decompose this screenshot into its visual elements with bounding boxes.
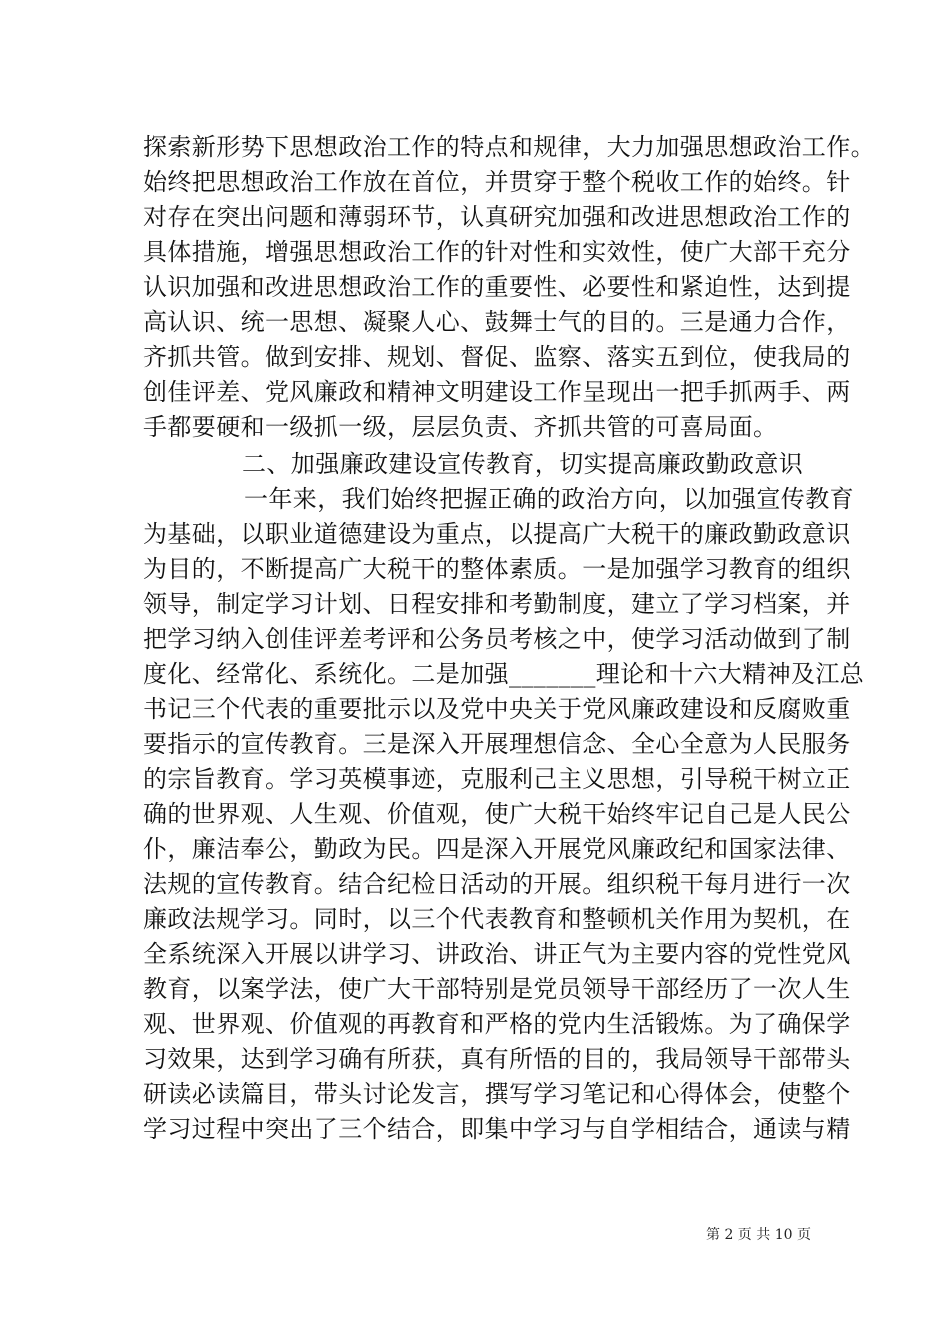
paragraph-first-line: 一年来，我们始终把握正确的政治方向，以加强宣传教育: [244, 485, 854, 513]
body-text-line: 齐抓共管。做到安排、规划、督促、监察、落实五到位，使我局的: [143, 343, 851, 371]
body-text-line: 手都要硬和一级抓一级，层层负责、齐抓共管的可喜局面。: [143, 413, 778, 441]
body-text-line: 全系统深入开展以讲学习、讲政治、讲正气为主要内容的党性党风: [143, 940, 851, 968]
body-text-line: 为基础，以职业道德建设为重点，以提高广大税干的廉政勤政意识: [143, 520, 851, 548]
body-text-line: 具体措施，增强思想政治工作的针对性和实效性，使广大部干充分: [143, 238, 851, 266]
section-heading: 二、加强廉政建设宣传教育，切实提高廉政勤政意识: [242, 450, 804, 478]
body-text-line: 要指示的宣传教育。三是深入开展理想信念、全心全意为人民服务: [143, 730, 851, 758]
body-text-line: 确的世界观、人生观、价值观，使广大税干始终牢记自己是人民公: [143, 800, 851, 828]
body-text-line: 始终把思想政治工作放在首位，并贯穿于整个税收工作的始终。针: [143, 168, 851, 196]
body-text-line: 领导，制定学习计划、日程安排和考勤制度，建立了学习档案，并: [143, 590, 851, 618]
body-text-line: 度化、经常化、系统化。二是加强_______理论和十六大精神及江总: [143, 660, 865, 688]
body-text-line: 习效果，达到学习确有所获，真有所悟的目的，我局领导干部带头: [143, 1045, 851, 1073]
body-text-line: 高认识、统一思想、凝聚人心、鼓舞士气的目的。三是通力合作，: [143, 308, 851, 336]
body-text-line: 探索新形势下思想政治工作的特点和规律，大力加强思想政治工作。: [143, 133, 875, 161]
body-text-line: 教育，以案学法，使广大干部特别是党员领导干部经历了一次人生: [143, 975, 851, 1003]
body-text-line: 法规的宣传教育。结合纪检日活动的开展。组织税干每月进行一次: [143, 870, 851, 898]
body-text-line: 研读必读篇目，带头讨论发言，撰写学习笔记和心得体会，使整个: [143, 1080, 851, 1108]
body-text-line: 观、世界观、价值观的再教育和严格的党内生活锻炼。为了确保学: [143, 1010, 851, 1038]
body-text-line: 把学习纳入创佳评差考评和公务员考核之中，使学习活动做到了制: [143, 625, 851, 653]
body-text-line: 的宗旨教育。学习英模事迹，克服利己主义思想，引导税干树立正: [143, 765, 851, 793]
body-text-line: 学习过程中突出了三个结合，即集中学习与自学相结合，通读与精: [143, 1115, 851, 1143]
body-text-line: 廉政法规学习。同时，以三个代表教育和整顿机关作用为契机，在: [143, 905, 851, 933]
body-text-line: 为目的，不断提高广大税干的整体素质。一是加强学习教育的组织: [143, 555, 851, 583]
body-text-line: 对存在突出问题和薄弱环节，认真研究加强和改进思想政治工作的: [143, 203, 851, 231]
page-number-footer: 第 2 页 共 10 页: [706, 1227, 811, 1243]
body-text-line: 书记三个代表的重要批示以及党中央关于党风廉政建设和反腐败重: [143, 695, 851, 723]
body-text-line: 仆，廉洁奉公，勤政为民。四是深入开展党风廉政纪和国家法律、: [143, 835, 851, 863]
body-text-line: 认识加强和改进思想政治工作的重要性、必要性和紧迫性，达到提: [143, 273, 851, 301]
body-text-line: 创佳评差、党风廉政和精神文明建设工作呈现出一把手抓两手、两: [143, 378, 851, 406]
